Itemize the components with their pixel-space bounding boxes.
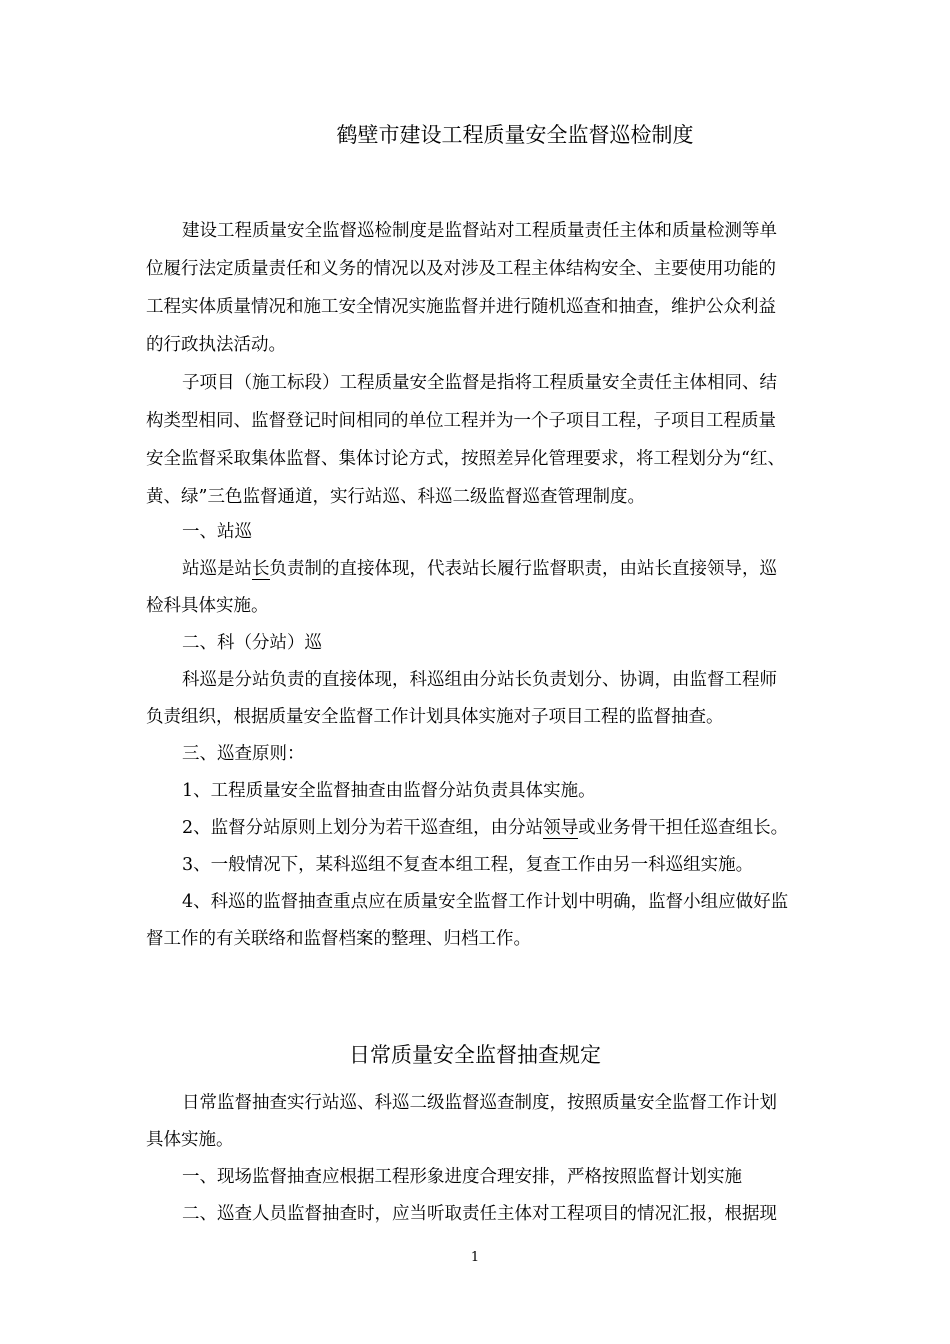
list-item [182, 816, 788, 840]
paragraph-line: 建设工程质量安全监督巡检制度是监督站对工程质量责任主体和质量检测等单 [182, 221, 777, 241]
paragraph-line: 构类型相同、监督登记时间相同的单位工程并为一个子项目工程，子项目工程质量 [146, 411, 776, 431]
list-item: 1、工程质量安全监督抽查由监督分站负责具体实施。 [182, 781, 596, 801]
text-run: 或业务骨干担任巡查组长。 [578, 818, 789, 838]
paragraph-line: 检科具体实施。 [146, 596, 269, 616]
paragraph-line: 二、巡查人员监督抽查时，应当听取责任主体对工程项目的情况汇报，根据现 [182, 1204, 777, 1224]
text-run: 2、监督分站原则上划分为若干巡查组，由分站 [182, 818, 544, 838]
underlined-word: 长 [252, 559, 270, 579]
list-item: 4、科巡的监督抽查重点应在质量安全监督工作计划中明确，监督小组应做好监 [182, 892, 789, 912]
page-number: 1 [470, 1250, 480, 1265]
paragraph-line: 安全监督采取集体监督、集体讨论方式，按照差异化管理要求，将工程划分为“红、 [146, 449, 785, 469]
paragraph-line: 一、现场监督抽查应根据工程形象进度合理安排，严格按照监督计划实施 [182, 1167, 742, 1187]
document-title: 鹤壁市建设工程质量安全监督巡检制度 [336, 123, 694, 147]
section-heading: 二、科（分站）巡 [182, 633, 322, 653]
underlined-word: 领导 [543, 818, 579, 838]
text-run: 站巡是站 [182, 559, 252, 579]
paragraph-line [182, 557, 777, 581]
paragraph-line: 子项目（施工标段）工程质量安全监督是指将工程质量安全责任主体相同、结 [182, 373, 777, 393]
section-title: 日常质量安全监督抽查规定 [349, 1043, 601, 1067]
list-item-continuation: 督工作的有关联络和监督档案的整理、归档工作。 [146, 929, 531, 949]
paragraph-line: 科巡是分站负责的直接体现，科巡组由分站长负责划分、协调，由监督工程师 [182, 670, 777, 690]
paragraph-line: 位履行法定质量责任和义务的情况以及对涉及工程主体结构安全、主要使用功能的 [146, 259, 776, 279]
paragraph-line: 日常监督抽查实行站巡、科巡二级监督巡查制度，按照质量安全监督工作计划 [182, 1093, 777, 1113]
section-heading: 三、巡查原则： [182, 744, 305, 764]
text-run: 负责制的直接体现，代表站长履行监督职责，由站长直接领导，巡 [269, 559, 777, 579]
paragraph-line: 具体实施。 [146, 1130, 234, 1150]
paragraph-line: 黄、绿”三色监督通道，实行站巡、科巡二级监督巡查管理制度。 [146, 487, 645, 507]
paragraph-line: 工程实体质量情况和施工安全情况实施监督并进行随机巡查和抽查，维护公众利益 [146, 297, 776, 317]
section-heading: 一、站巡 [182, 522, 252, 542]
list-item: 3、一般情况下，某科巡组不复查本组工程，复查工作由另一科巡组实施。 [182, 855, 754, 875]
paragraph-line: 负责组织，根据质量安全监督工作计划具体实施对子项目工程的监督抽查。 [146, 707, 724, 727]
paragraph-line: 的行政执法活动。 [146, 335, 286, 355]
